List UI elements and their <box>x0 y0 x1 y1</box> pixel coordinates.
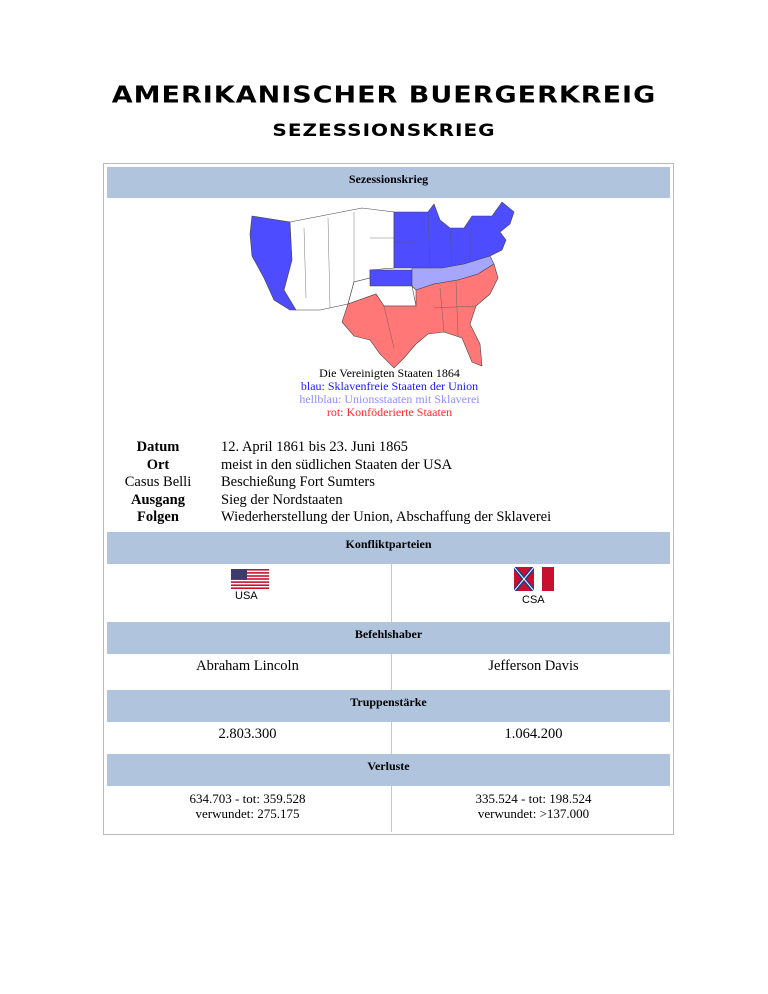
commander-union: Abraham Lincoln <box>196 658 299 674</box>
csa-label: CSA <box>522 594 545 606</box>
fact-row-datum <box>104 439 675 457</box>
fact-value: Wiederherstellung der Union, Abschaffung der Sklaverei <box>221 509 552 525</box>
fact-label: Ausgang <box>131 491 185 508</box>
fact-value: meist in den südlichen Staaten der USA <box>221 456 453 473</box>
losses-confederacy <box>392 791 675 821</box>
fact-value: 12. April 1861 bis 23. Juni 1865 <box>221 439 408 455</box>
losses-union-wounded: verwundet: 275.175 <box>195 806 300 821</box>
fact-row-ausgang <box>104 492 675 510</box>
commander-confederacy: Jefferson Davis <box>488 658 579 674</box>
infobox <box>103 163 674 835</box>
map-region-north-union <box>394 202 514 268</box>
losses-confederacy-total: 335.524 - tot: 198.524 <box>475 791 592 806</box>
fact-value: Sieg der Nordstaaten <box>221 491 343 508</box>
fact-row-casus-belli <box>104 474 675 492</box>
map-legend-blue: blau: Sklavenfreie Staaten der Union <box>300 379 479 393</box>
infobox-header: Sezessionskrieg <box>107 167 670 198</box>
fact-label: Ort <box>146 456 170 473</box>
losses-union <box>104 791 391 821</box>
section-header-truppenstaerke: Truppenstärke <box>107 690 670 722</box>
fact-row-ort <box>104 457 675 475</box>
column-divider <box>391 564 392 622</box>
usa-label: USA <box>235 590 258 602</box>
page-subtitle: SEZESSIONSKRIEG <box>272 119 496 141</box>
strength-union: 2.803.300 <box>218 726 277 742</box>
us-map-1864 <box>244 198 526 380</box>
map-caption: Die Vereinigten Staaten 1864 <box>319 366 460 380</box>
fact-row-folgen <box>104 509 675 527</box>
csa-flag-icon <box>514 567 554 591</box>
map-legend-red: rot: Konföderierte Staaten <box>326 405 453 419</box>
strength-confederacy: 1.064.200 <box>504 726 563 742</box>
fact-label: Datum <box>136 439 180 455</box>
usa-flag-icon <box>231 569 269 589</box>
fact-value: Beschießung Fort Sumters <box>221 474 375 490</box>
map-region-kansas-union <box>370 270 412 286</box>
us-map-svg <box>244 198 526 380</box>
map-legend-lightblue: hellblau: Unionsstaaten mit Sklaverei <box>299 392 480 406</box>
losses-union-total: 634.703 - tot: 359.528 <box>189 791 306 806</box>
fact-label: Casus Belli <box>124 474 192 490</box>
losses-confederacy-wounded: verwundet: >137.000 <box>477 806 590 821</box>
section-header-befehlshaber: Befehlshaber <box>107 622 670 654</box>
page-title: AMERIKANISCHER BUERGERKREIG <box>111 82 657 109</box>
section-header-konfliktparteien: Konfliktparteien <box>107 532 670 564</box>
fact-label: Folgen <box>137 509 179 525</box>
facts-table <box>104 439 675 527</box>
section-header-verluste: Verluste <box>107 754 670 786</box>
